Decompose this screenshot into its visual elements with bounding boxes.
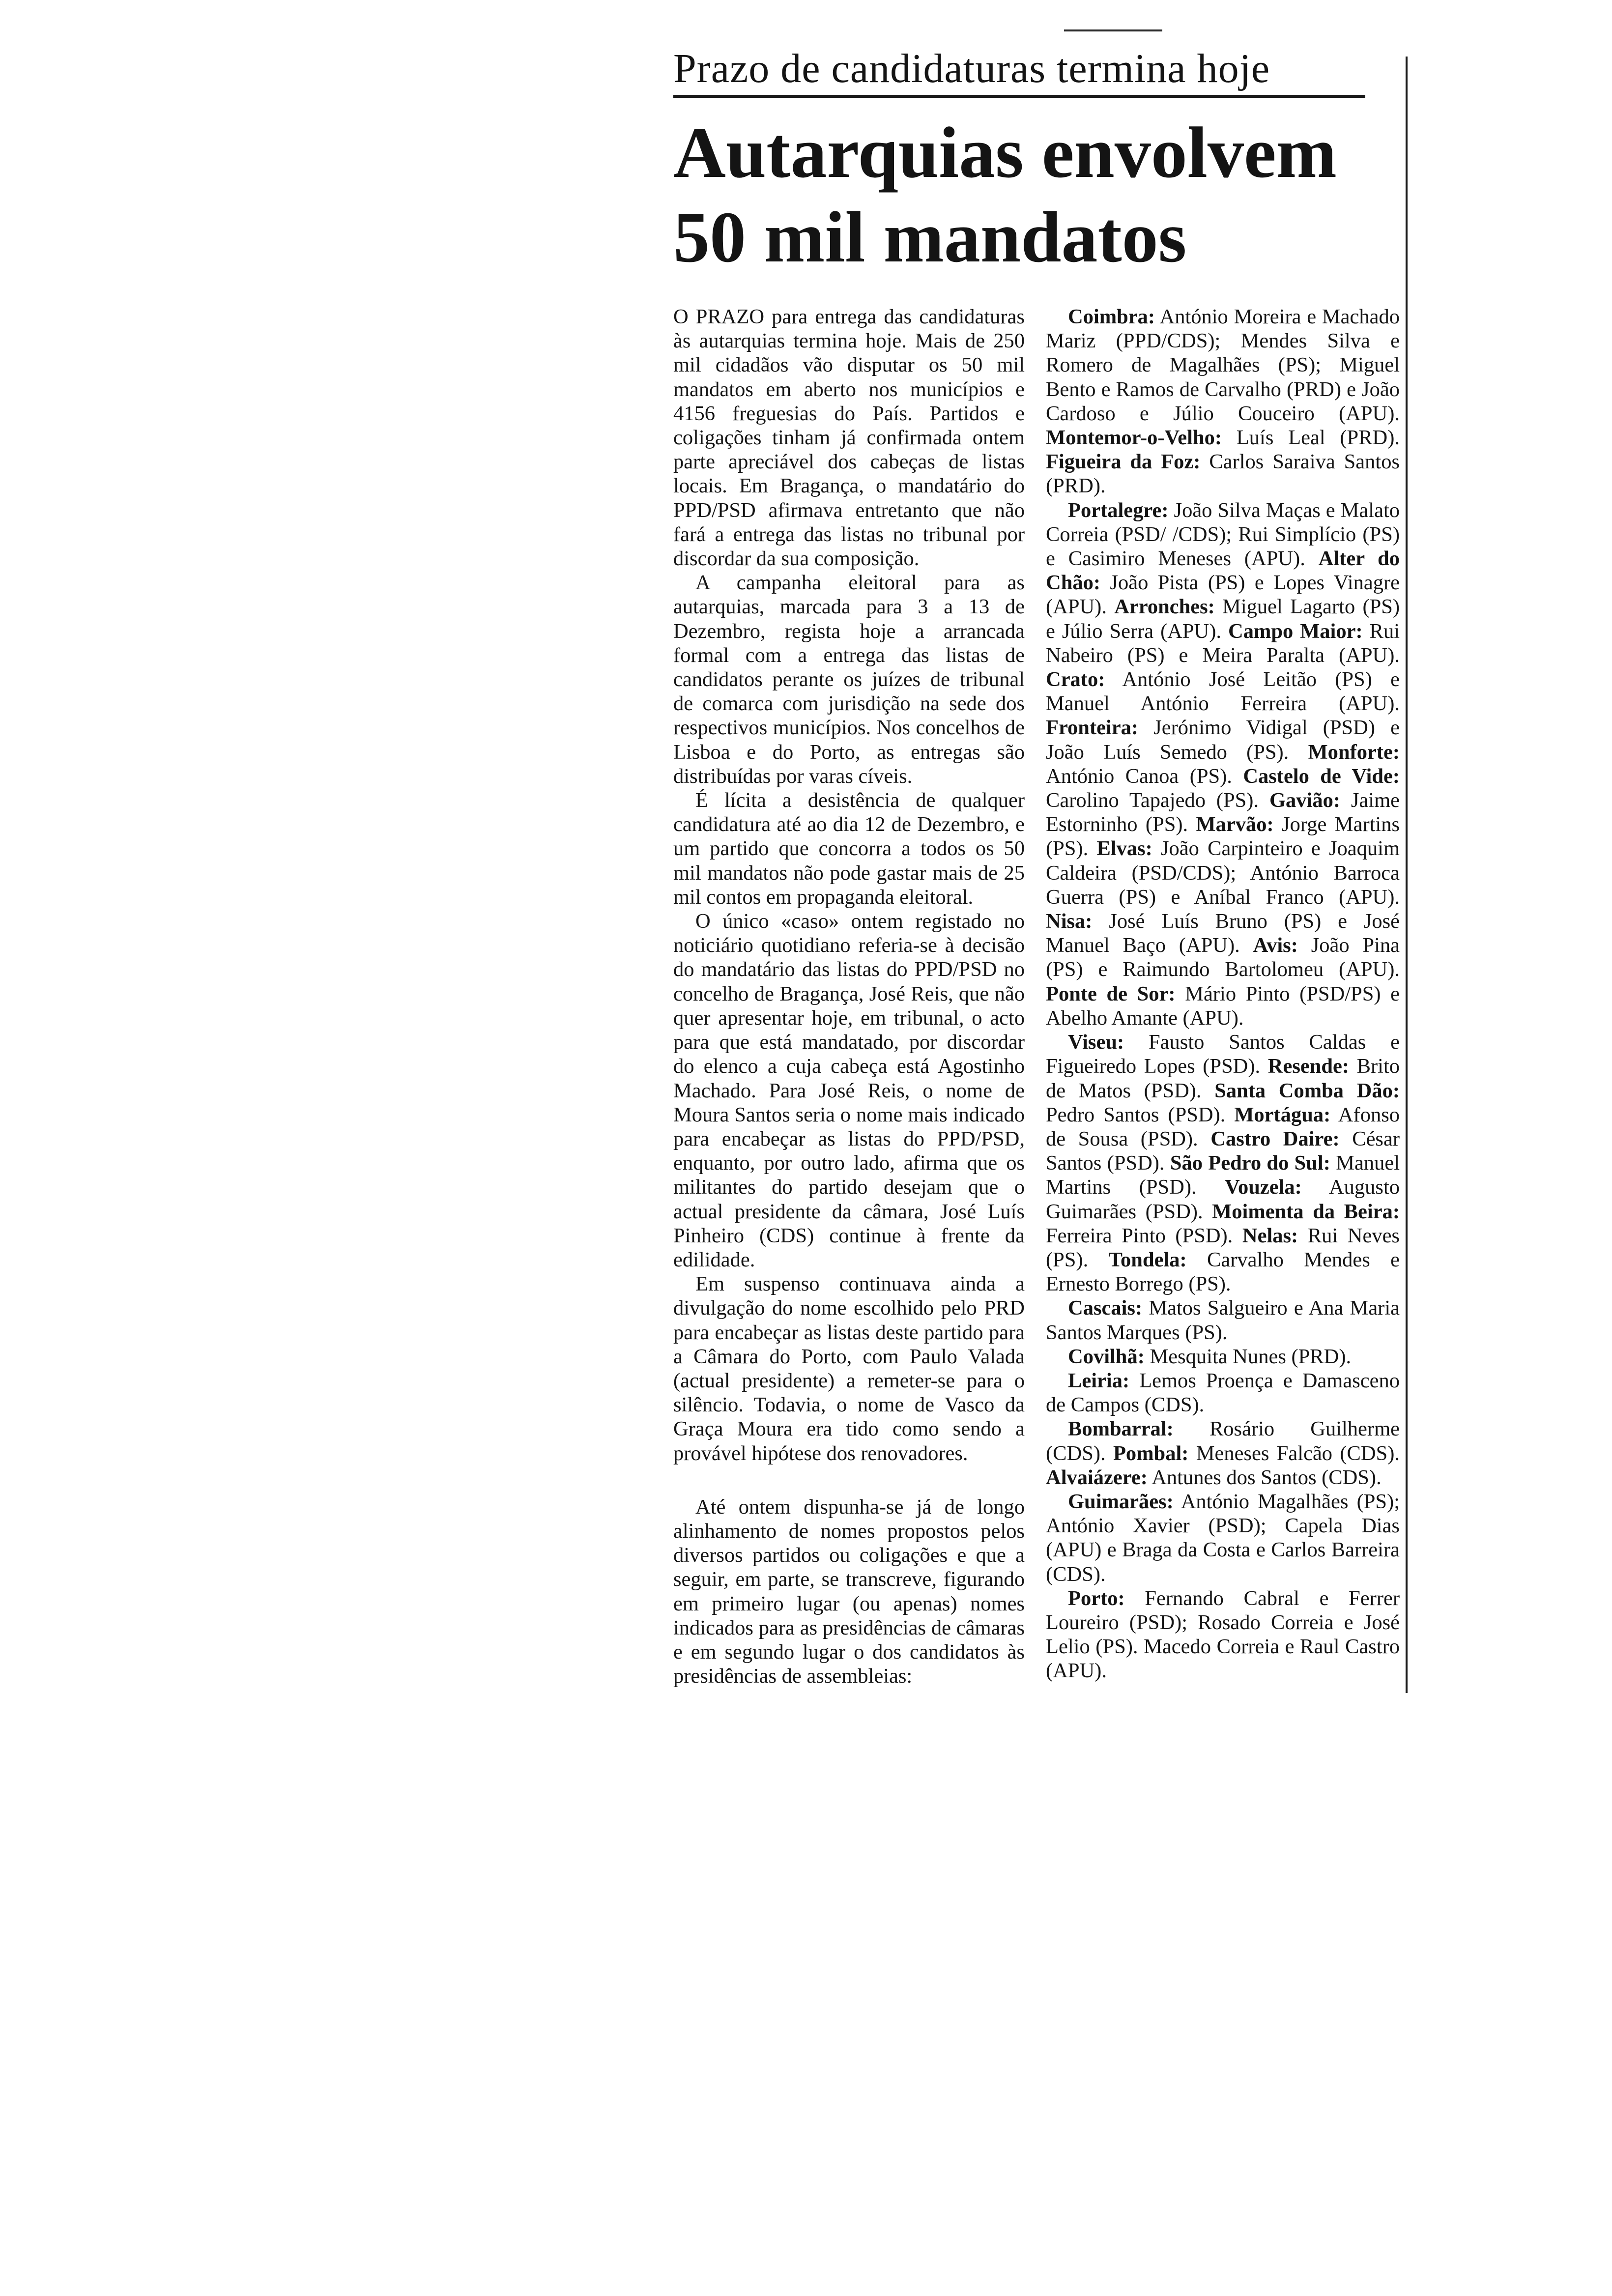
paragraph: O PRAZO para entrega das candidaturas às autarquias termina hoje. Mais de 250 mil cidadãos vão disputar os 50 mil mandatos em aberto nos municípios e 4156 freguesias do País. Partidos e coligações tinham já confirmada ontem parte apreciável dos cabeças de listas locais. Em Bragança, o mandatário do PPD/PSD afirmava entretanto que não fará a entrega das listas no tribunal por discordar da sua composição.	[673, 305, 1025, 571]
municipality-name: Mortágua:	[1234, 1103, 1331, 1126]
headline-line: Autarquias envolvem	[673, 113, 1337, 193]
candidate-names: Manuel Martins (PSD).	[1046, 1151, 1400, 1199]
right-column	[1046, 305, 1400, 1683]
candidate-group	[1046, 1586, 1400, 1683]
candidate-names: Fausto Santos Caldas e Figueiredo Lopes (PSD).	[1046, 1031, 1400, 1078]
candidate-names: João Pina (PS) e Raimundo Bartolomeu (APU).	[1046, 934, 1400, 981]
paragraph: É lícita a desistência de qualquer candidatura até ao dia 12 de Dezembro, e um partido que concorra a todos os 50 mil mandatos não pode gastar mais de 25 mil contos em propaganda eleitoral.	[673, 789, 1025, 909]
municipality-name: Castelo de Vide:	[1243, 764, 1400, 788]
candidate-names: Pedro Santos (PSD).	[1046, 1103, 1226, 1126]
municipality-name: Covilhã:	[1068, 1345, 1145, 1368]
candidate-names: Jaime Estorninho (PS).	[1046, 789, 1400, 836]
paragraph: Em suspenso continuava ainda a divulgação do nome escolhido pelo PRD para encabeçar as listas deste partido para a Câmara do Porto, com Paulo Valada (actual presidente) a remeter-se para o silêncio. Todavia, o nome de Vasco da Graça Moura era tido como sendo a provável hipótese dos renovadores.	[673, 1272, 1025, 1465]
municipality-name: Resende:	[1267, 1055, 1350, 1078]
candidate-names: Antunes dos Santos (CDS).	[1151, 1465, 1382, 1489]
candidate-names: Jorge Martins (PS).	[1046, 813, 1400, 861]
municipality-name: Castro Daire:	[1210, 1127, 1340, 1150]
municipality-name: Elvas:	[1096, 837, 1152, 861]
candidate-names: António José Leitão (PS) e Manuel António Ferreira (APU).	[1046, 668, 1400, 716]
candidate-names: Lemos Proença e Damasceno de Campos (CDS).	[1046, 1369, 1400, 1417]
municipality-name: Crato:	[1046, 668, 1105, 691]
candidate-names: Rosário Guilherme (CDS).	[1046, 1417, 1400, 1465]
candidate-names: Carolino Tapajedo (PS).	[1046, 789, 1259, 812]
candidate-names: Mário Pinto (PSD/PS) e Abelho Amante (APU).	[1046, 982, 1400, 1030]
candidate-group	[1046, 498, 1400, 1030]
municipality-name: Fronteira:	[1046, 716, 1139, 740]
municipality-name: Alter do Chão:	[1046, 547, 1400, 595]
municipality-name: Vouzela:	[1225, 1176, 1302, 1199]
municipality-name: Gavião:	[1269, 789, 1340, 812]
candidate-names: Jerónimo Vidigal (PSD) e João Luís Semedo (PS).	[1046, 716, 1400, 764]
candidate-group	[1046, 1296, 1400, 1344]
municipality-name: São Pedro do Sul:	[1170, 1151, 1330, 1175]
municipality-name: Cascais:	[1068, 1296, 1143, 1320]
municipality-name: Portalegre:	[1068, 498, 1169, 522]
candidate-names: César Santos (PSD).	[1046, 1127, 1400, 1175]
candidate-names: Carlos Saraiva Santos (PRD).	[1046, 450, 1400, 498]
candidate-names: António Magalhães (PS); António Xavier (PSD); Capela Dias (APU) e Braga da Costa e Carlos Barreira (CDS).	[1046, 1490, 1400, 1586]
municipality-name: Monforte:	[1308, 740, 1400, 764]
kicker: Prazo de candidaturas termina hoje	[673, 46, 1270, 91]
top-rule	[1064, 29, 1162, 31]
candidate-group	[1046, 1417, 1400, 1490]
municipality-name: Marvão:	[1196, 813, 1274, 836]
candidate-names: Matos Salgueiro e Ana Maria Santos Marques (PS).	[1046, 1296, 1400, 1344]
candidate-group	[1046, 1490, 1400, 1586]
municipality-name: Avis:	[1253, 934, 1298, 957]
candidate-group	[1046, 1030, 1400, 1296]
paragraph: Até ontem dispunha-se já de longo alinhamento de nomes propostos pelos diversos partidos ou coligações e que a seguir, em parte, se transcreve, figurando em primeiro lugar (ou apenas) nomes indicados para as presidências de câmaras e em segundo lugar o dos candidatos às presidências de assembleias:	[673, 1495, 1025, 1688]
candidate-names: Rui Nabeiro (PS) e Meira Paralta (APU).	[1046, 619, 1400, 667]
headline	[673, 111, 1401, 280]
candidate-group	[1046, 1345, 1400, 1369]
municipality-name: Ponte de Sor:	[1046, 982, 1176, 1005]
municipality-name: Santa Comba Dão:	[1214, 1079, 1400, 1102]
candidate-names: Carvalho Mendes e Ernesto Borrego (PS).	[1046, 1248, 1400, 1296]
municipality-name: Alvaiázere:	[1046, 1465, 1148, 1489]
paragraph: O único «caso» ontem registado no noticiário quotidiano referia-se à decisão do mandatário das listas do PPD/PSD no concelho de Bragança, José Reis, que não quer apresentar hoje, em tribunal, o acto para que está mandatado, por discordar do elenco a cuja cabeça está Agostinho Machado. Para José Reis, o nome de Moura Santos seria o nome mais indicado para encabeçar as listas do PPD/PSD, enquanto, por outro lado, afirma que os militantes do partido desejam que o actual presidente da câmara, José Luís Pinheiro (CDS) continue à frente da edilidade.	[673, 910, 1025, 1271]
candidate-group	[1046, 305, 1400, 498]
headline-line: 50 mil mandatos	[673, 197, 1187, 278]
municipality-name: Arronches:	[1114, 595, 1215, 619]
municipality-name: Campo Maior:	[1228, 619, 1363, 643]
municipality-name: Figueira da Foz:	[1046, 450, 1201, 474]
paragraph: A campanha eleitoral para as autarquias, marcada para 3 a 13 de Dezembro, regista hoje a arrancada formal com a entrega das listas de candidatos perante os juízes de tribunal de comarca com jurisdição na sede dos respectivos municípios. Nos concelhos de Lisboa e do Porto, as entregas são distribuídas por varas cíveis.	[673, 571, 1025, 788]
candidate-names: Mesquita Nunes (PRD).	[1150, 1345, 1352, 1368]
municipality-name: Nisa:	[1046, 910, 1093, 933]
municipality-name: Pombal:	[1113, 1441, 1189, 1465]
kicker-rule	[673, 95, 1365, 98]
municipality-name: Porto:	[1068, 1586, 1125, 1610]
municipality-name: Guimarães:	[1068, 1490, 1174, 1513]
candidate-names: Augusto Guimarães (PSD).	[1046, 1176, 1400, 1223]
candidate-names: João Carpinteiro e Joaquim Caldeira (PSD/CDS); António Barroca Guerra (PS) e Aníbal Franco (APU).	[1046, 837, 1400, 909]
column-rule	[1406, 57, 1408, 1693]
candidate-names: Luís Leal (PRD).	[1236, 426, 1400, 450]
municipality-name: Tondela:	[1108, 1248, 1187, 1271]
candidate-names: Miguel Lagarto (PS) e Júlio Serra (APU).	[1046, 595, 1400, 643]
candidate-names: António Canoa (PS).	[1046, 764, 1232, 788]
municipality-name: Viseu:	[1068, 1031, 1124, 1054]
candidate-names: Afonso de Sousa (PSD).	[1046, 1103, 1400, 1150]
candidate-names: Brito de Matos (PSD).	[1046, 1055, 1400, 1102]
candidate-names: João Silva Maças e Malato Correia (PSD/ /CDS); Rui Simplício (PS) e Casimiro Meneses (APU).	[1046, 498, 1400, 571]
candidate-names: António Moreira e Machado Mariz (PPD/CDS); Mendes Silva e Romero de Magalhães (PS); Miguel Bento e Ramos de Carvalho (PRD) e João Cardoso e Júlio Couceiro (APU).	[1046, 305, 1400, 425]
candidate-names: Meneses Falcão (CDS).	[1196, 1441, 1400, 1465]
candidate-names: Ferreira Pinto (PSD).	[1046, 1224, 1233, 1247]
municipality-name: Nelas:	[1242, 1224, 1298, 1247]
municipality-name: Montemor-o-Velho:	[1046, 426, 1222, 450]
candidate-group	[1046, 1369, 1400, 1417]
candidate-names: João Pista (PS) e Lopes Vinagre (APU).	[1046, 571, 1400, 619]
left-column	[673, 305, 1025, 1688]
municipality-name: Bombarral:	[1068, 1417, 1174, 1441]
newspaper-clipping	[659, 29, 1400, 2280]
candidate-names: Fernando Cabral e Ferrer Loureiro (PSD); Rosado Correia e José Lelio (PS). Macedo Correia e Raul Castro (APU).	[1046, 1586, 1400, 1683]
municipality-name: Moimenta da Beira:	[1212, 1200, 1400, 1223]
municipality-name: Leiria:	[1068, 1369, 1130, 1392]
municipality-name: Coimbra:	[1068, 305, 1155, 328]
candidate-names: Rui Neves (PS).	[1046, 1224, 1400, 1271]
candidate-names: José Luís Bruno (PS) e José Manuel Baço (APU).	[1046, 910, 1400, 957]
